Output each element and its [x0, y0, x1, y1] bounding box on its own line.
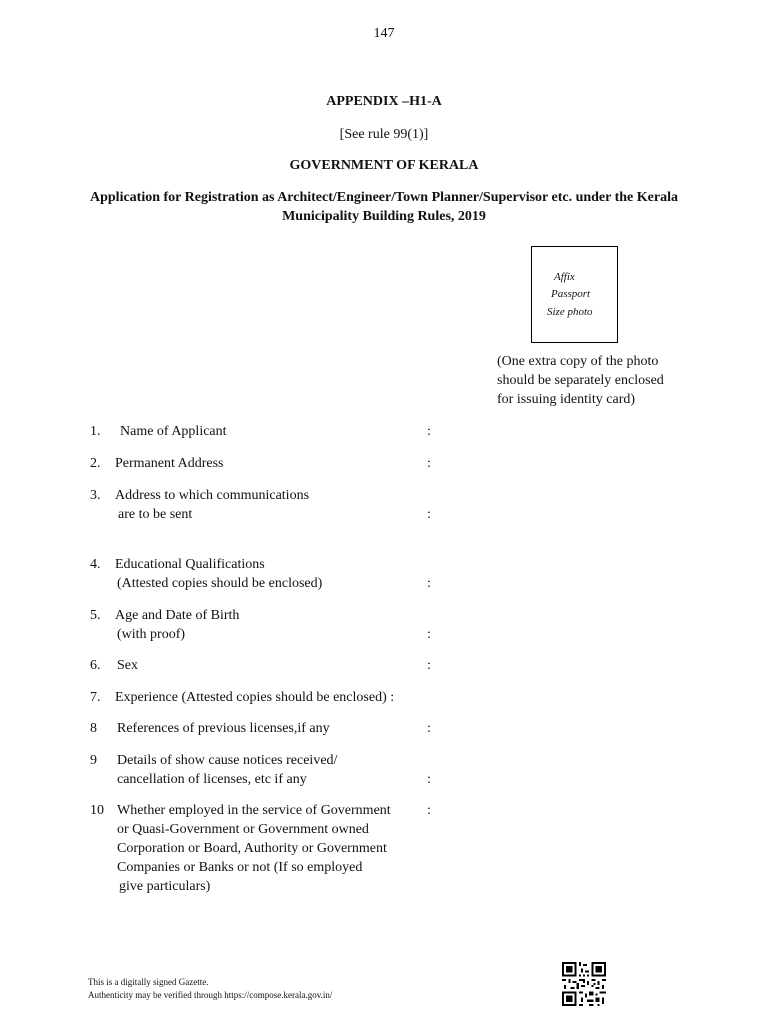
rule-reference: [See rule 99(1)]	[339, 127, 429, 142]
field-label-age-dob: Age and Date of Birth	[115, 608, 240, 623]
field-label-education-cont: (Attested copies should be enclosed)	[117, 576, 323, 591]
photo-box	[531, 246, 618, 343]
government-heading: GOVERNMENT OF KERALA	[289, 158, 479, 173]
field-label-communication-address: Address to which communications	[115, 488, 310, 503]
field-label-age-dob-cont: (with proof)	[117, 627, 186, 642]
field-colon: :	[427, 721, 431, 736]
field-label-name: Name of Applicant	[120, 424, 227, 439]
field-number-3: 3.	[90, 488, 101, 503]
photo-note-line-1: (One extra copy of the photo	[497, 354, 659, 369]
field-number-2: 2.	[90, 456, 101, 471]
photo-note-line-3: for issuing identity card)	[497, 392, 636, 407]
form-title-line-1: Application for Registration as Architect/Engineer/Town Planner/Supervisor etc. under the Kerala	[90, 190, 678, 205]
field-number-6: 6.	[90, 658, 101, 673]
field-colon: :	[427, 627, 431, 642]
photo-label-size: Size photo	[547, 306, 593, 318]
photo-label-affix: Affix	[554, 271, 575, 283]
field-colon: :	[427, 803, 431, 818]
field-label-employment-cont: give particulars)	[119, 879, 211, 894]
appendix-heading: APPENDIX –H1-A	[326, 94, 442, 109]
field-number-10: 10	[90, 803, 104, 818]
footer-authenticity-note: Authenticity may be verified through https://compose.kerala.gov.in/	[88, 990, 333, 1000]
field-label-education: Educational Qualifications	[115, 557, 265, 572]
field-number-5: 5.	[90, 608, 101, 623]
field-label-show-cause: Details of show cause notices received/	[117, 753, 338, 768]
field-label-employment-cont: or Quasi-Government or Government owned	[117, 822, 369, 837]
field-label-employment-cont: Companies or Banks or not (If so employed	[117, 860, 363, 875]
field-label-communication-address-cont: are to be sent	[118, 507, 193, 522]
form-title-line-2: Municipality Building Rules, 2019	[282, 209, 486, 224]
field-label-employment-cont: Corporation or Board, Authority or Government	[117, 841, 387, 856]
field-colon: :	[427, 424, 431, 439]
field-label-experience: Experience (Attested copies should be enclosed) :	[115, 690, 395, 705]
photo-label-passport: Passport	[551, 288, 591, 300]
photo-note-line-2: should be separately enclosed	[497, 373, 664, 388]
field-colon: :	[427, 576, 431, 591]
field-number-4: 4.	[90, 557, 101, 572]
field-number-1: 1.	[90, 424, 101, 439]
field-colon: :	[427, 658, 431, 673]
field-colon: :	[427, 507, 431, 522]
field-label-sex: Sex	[117, 658, 138, 673]
field-label-references: References of previous licenses,if any	[117, 721, 330, 736]
footer-signed-note: This is a digitally signed Gazette.	[88, 977, 209, 987]
field-colon: :	[427, 456, 431, 471]
qr-code-icon	[562, 962, 606, 1006]
field-colon: :	[427, 772, 431, 787]
field-label-employment: Whether employed in the service of Government	[117, 803, 391, 818]
field-number-8: 8	[90, 721, 97, 736]
field-number-7: 7.	[90, 690, 101, 705]
field-number-9: 9	[90, 753, 97, 768]
page-number: 147	[373, 26, 395, 41]
field-label-permanent-address: Permanent Address	[115, 456, 224, 471]
field-label-show-cause-cont: cancellation of licenses, etc if any	[117, 772, 307, 787]
